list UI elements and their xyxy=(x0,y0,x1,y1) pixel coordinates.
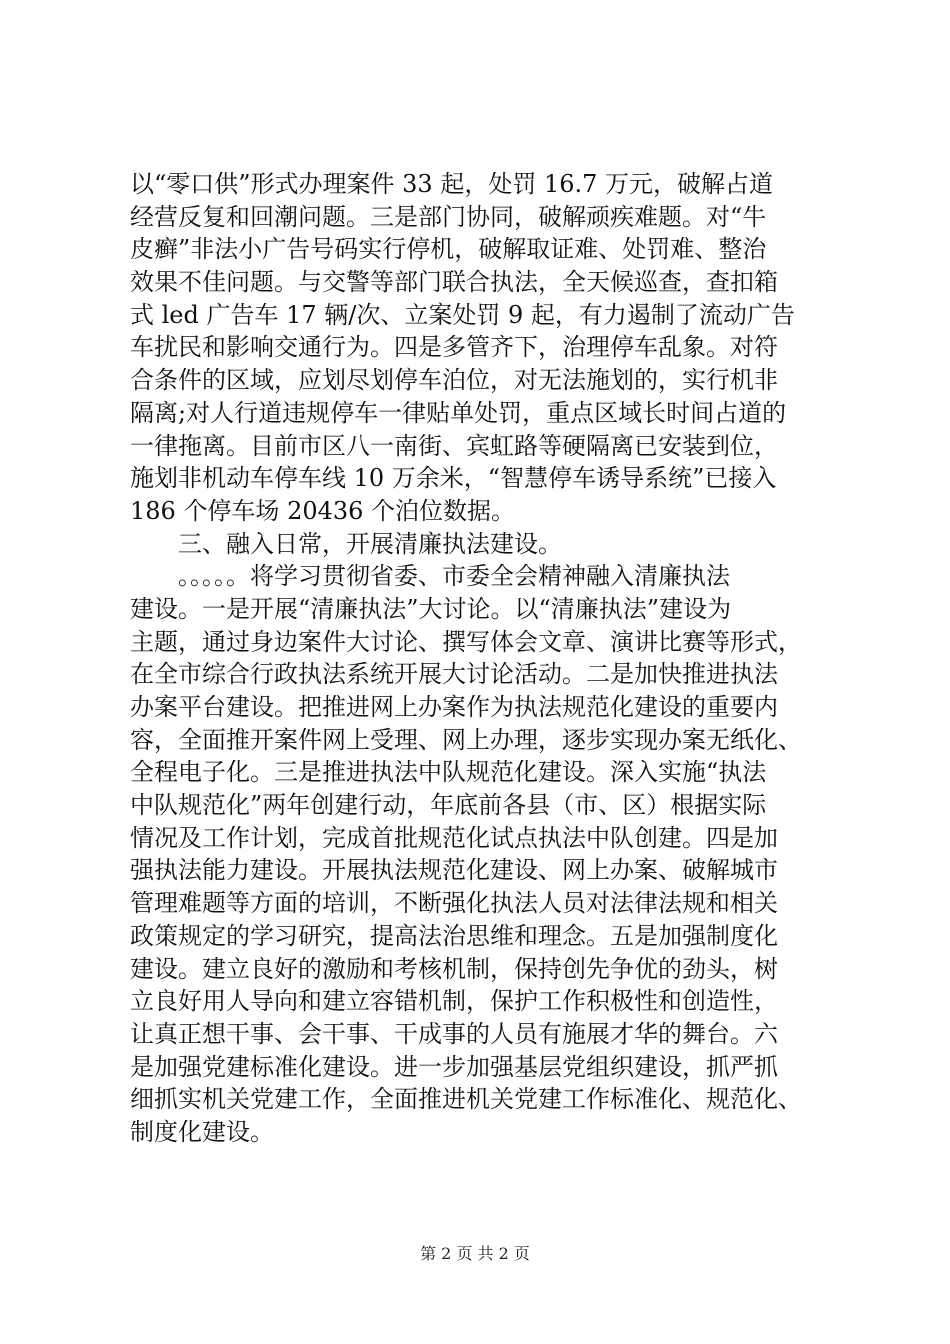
text-line: 政策规定的学习研究，提高法治思维和理念。五是加强制度化 xyxy=(130,921,778,950)
text-line: 全程电子化。三是推进执法中队规范化建设。深入实施“执法 xyxy=(130,758,767,787)
text-line: 中队规范化”两年创建行动，年底前各县（市、区）根据实际 xyxy=(130,791,767,820)
text-line: 建设。一是开展“清廉执法”大讨论。以“清廉执法”建设为 xyxy=(130,594,732,623)
body-text xyxy=(130,168,830,1149)
text-line: 合条件的区域，应划尽划停车泊位，对无法施划的，实行机非 xyxy=(130,366,778,395)
text-line: 立良好用人导向和建立容错机制，保护工作积极性和创造性， xyxy=(130,987,778,1016)
text-line: 经营反复和回潮问题。三是部门协同，破解顽疾难题。对“牛 xyxy=(130,202,767,231)
text-line: 施划非机动车停车线 10 万余米，“智慧停车诱导系统”已接入 xyxy=(130,464,777,493)
text-line: 情况及工作计划，完成首批规范化试点执法中队创建。四是加 xyxy=(130,823,778,852)
text-line: 让真正想干事、会干事、干成事的人员有施展才华的舞台。六 xyxy=(130,1019,778,1048)
text-line: 以“零口供”形式办理案件 33 起，处罚 16.7 万元，破解占道 xyxy=(130,170,774,198)
text-line: 186 个停车场 20436 个泊位数据。 xyxy=(130,496,516,525)
page-footer xyxy=(0,1244,950,1264)
text-line: 是加强党建标准化建设。进一步加强基层党组织建设，抓严抓 xyxy=(130,1052,778,1081)
text-line: 细抓实机关党建工作，全面推进机关党建工作标准化、规范化、 xyxy=(130,1085,802,1114)
text-line: 主题，通过身边案件大讨论、撰写体会文章、演讲比赛等形式， xyxy=(130,627,802,656)
text-line: 效果不佳问题。与交警等部门联合执法，全天候巡查，查扣箱 xyxy=(130,268,778,297)
text-line: 式 led 广告车 17 辆/次、立案处罚 9 起，有力遏制了流动广告 xyxy=(130,300,795,329)
text-line: 皮癣”非法小广告号码实行停机，破解取证难、处罚难、整治 xyxy=(130,235,767,264)
text-line: 车扰民和影响交通行为。四是多管齐下，治理停车乱象。对符 xyxy=(130,333,778,362)
text-line: 办案平台建设。把推进网上办案作为执法规范化建设的重要内 xyxy=(130,693,778,721)
section-heading: 三、融入日常，开展清廉执法建设。 xyxy=(178,529,562,558)
text-line: 建设。建立良好的激励和考核机制，保持创先争优的劲头，树 xyxy=(130,954,778,983)
text-line: 在全市综合行政执法系统开展大讨论活动。二是加快推进执法 xyxy=(130,660,778,689)
text-line: 制度化建设。 xyxy=(130,1117,274,1146)
text-line: 隔离;对人行道违规停车一律贴单处罚，重点区域长时间占道的 xyxy=(130,398,787,427)
text-line: 容，全面推开案件网上受理、网上办理，逐步实现办案无纸化、 xyxy=(130,725,802,754)
text-line: 管理难题等方面的培训，不断强化执法人员对法律法规和相关 xyxy=(130,889,778,918)
text-line: 。。。。。将学习贯彻省委、市委全会精神融入清廉执法 xyxy=(178,562,730,591)
text-line: 强执法能力建设。开展执法规范化建设、网上办案、破解城市 xyxy=(130,856,778,885)
text-line: 一律拖离。目前市区八一南街、宾虹路等硬隔离已安装到位， xyxy=(130,431,778,460)
page-number: 第 2 页 共 2 页 xyxy=(420,1244,530,1263)
